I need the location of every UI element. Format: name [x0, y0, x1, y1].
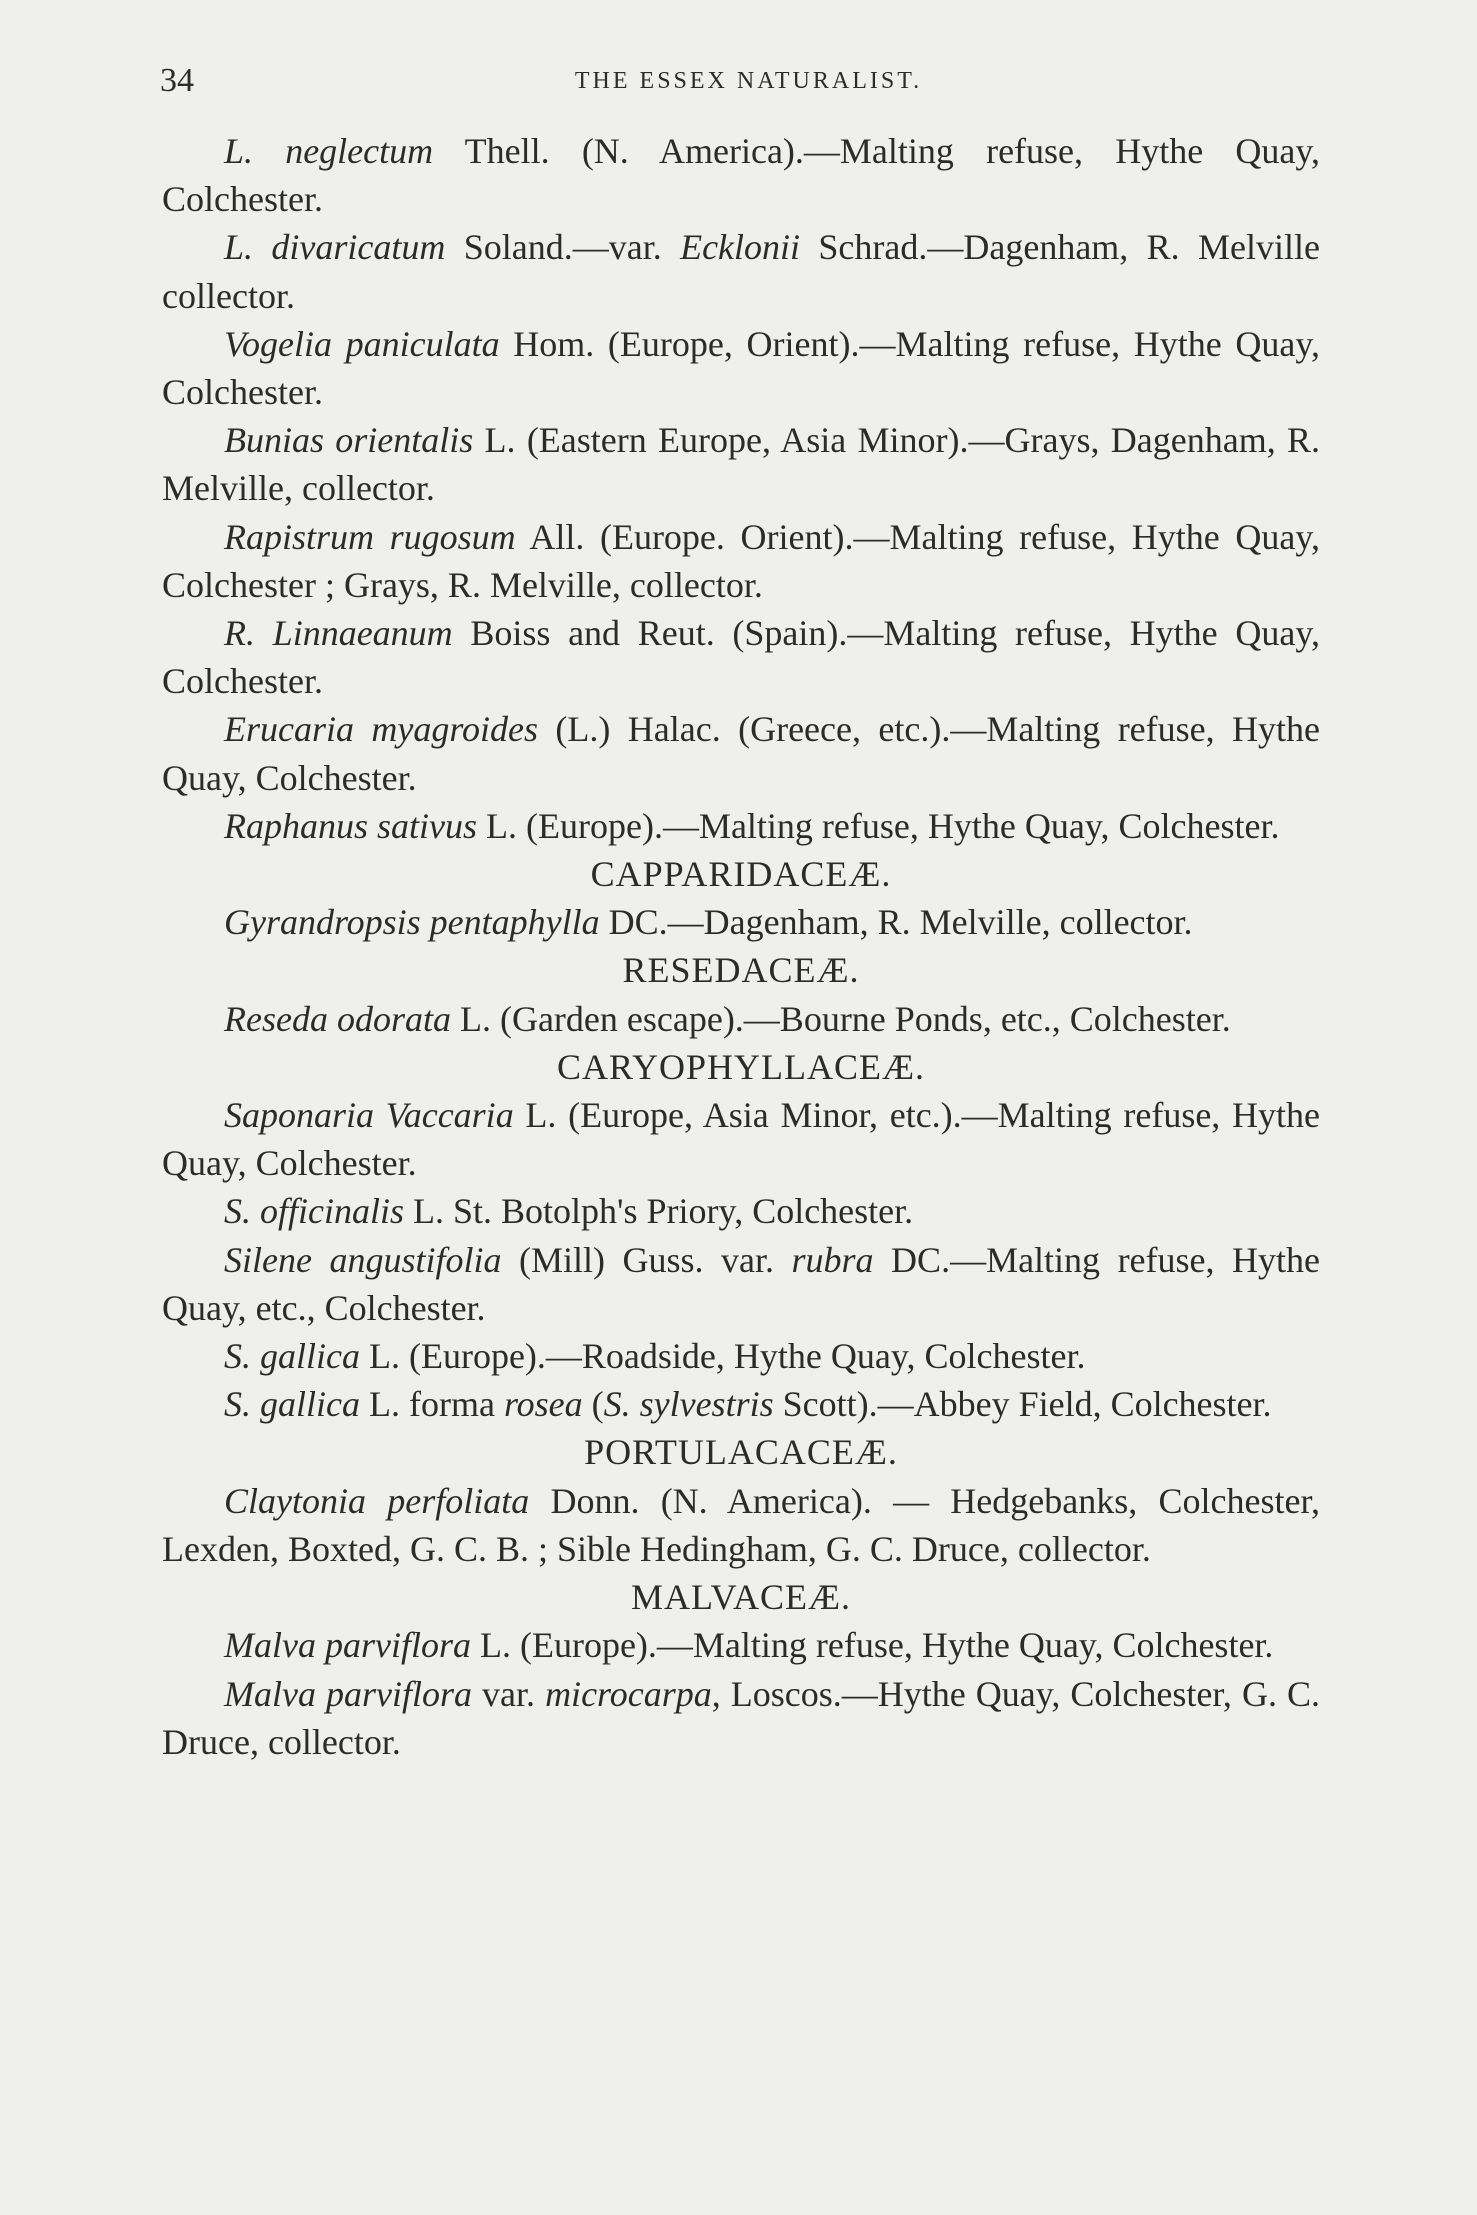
scientific-name: Bunias orientalis: [224, 420, 474, 461]
species-entry: [162, 1236, 1320, 1332]
family-heading: RESEDACEÆ.: [622, 950, 860, 991]
species-entry: [162, 609, 1320, 705]
species-entry: [162, 1621, 1320, 1669]
entry-text: Donn. (N. America). — Hedgebanks, Colchester, Lexden, Boxted, G. C. B. ; Sible Hedingham, G. C. Druce, collector.: [162, 1480, 1320, 1569]
entry-text: Scott).—Abbey Field, Colchester.: [773, 1384, 1272, 1425]
scientific-name: Malva parviflora: [224, 1673, 473, 1714]
species-entry: [162, 995, 1320, 1043]
entry-text: Hom. (Europe, Orient).—Malting refuse, Hythe Quay, Colchester.: [162, 323, 1320, 413]
species-entry: [162, 1670, 1320, 1766]
entry-text: DC.—Dagenham, R. Melville, collector.: [599, 902, 1193, 943]
entry-text: Thell. (N. America).—Malting refuse, Hythe Quay, Colchester.: [162, 131, 1320, 220]
family-heading: MALVACEÆ.: [630, 1577, 852, 1618]
scientific-name: S. sylvestris: [603, 1384, 774, 1425]
species-entry: [162, 513, 1320, 609]
entry-text: L. (Europe, Asia Minor, etc.).—Malting refuse, Hythe Quay, Colchester.: [162, 1095, 1320, 1184]
entry-text: L. (Europe).—Malting refuse, Hythe Quay, Colchester.: [477, 805, 1280, 846]
scientific-name: S. officinalis: [224, 1191, 404, 1232]
species-entry: [162, 705, 1320, 801]
entry-text: var.: [472, 1673, 546, 1714]
species-entry: [162, 1380, 1320, 1428]
scientific-name: Ecklonii: [680, 227, 801, 268]
scientific-name: R. Linnaeanum: [224, 613, 453, 654]
species-entry: [162, 898, 1320, 946]
species-entry: [162, 1091, 1320, 1187]
entry-text: DC.—Malting refuse, Hythe Quay, etc., Colchester.: [162, 1239, 1320, 1328]
family-heading: CARYOPHYLLACEÆ.: [556, 1046, 926, 1087]
entry-text: (: [582, 1384, 604, 1425]
scientific-name: Silene angustifolia: [224, 1239, 502, 1280]
entry-text: L. St. Botolph's Priory, Colchester.: [404, 1191, 914, 1232]
scientific-name: Raphanus sativus: [224, 805, 478, 846]
entry-text: (L.) Halac. (Greece, etc.).—Malting refuse, Hythe Quay, Colchester.: [162, 709, 1321, 798]
scientific-name: Erucaria myagroides: [224, 709, 539, 750]
scientific-name: Gyrandropsis pentaphylla: [224, 902, 600, 943]
species-entry: [162, 1332, 1320, 1380]
scientific-name: rubra: [791, 1239, 874, 1280]
entry-text: Schrad.—Dagenham, R. Melville collector.: [162, 227, 1321, 316]
entry-text: , Loscos.—Hythe Quay, Colchester, G. C. Druce, collector.: [162, 1673, 1320, 1762]
species-entry: [162, 802, 1320, 850]
species-entry: [162, 127, 1320, 223]
page-body: [162, 127, 1320, 1766]
species-entry: [162, 223, 1320, 319]
scientific-name: S. gallica: [224, 1336, 360, 1377]
scientific-name: S. gallica: [224, 1384, 360, 1425]
entry-text: Boiss and Reut. (Spain).—Malting refuse, Hythe Quay, Colchester.: [162, 613, 1320, 702]
scientific-name: rosea: [503, 1384, 583, 1425]
entry-text: L. (Europe).—Malting refuse, Hythe Quay, Colchester.: [470, 1625, 1274, 1666]
species-entry: [162, 1187, 1320, 1235]
entry-text: L. forma: [359, 1384, 504, 1425]
entry-text: Soland.—var.: [445, 227, 681, 268]
scientific-name: L. neglectum: [224, 131, 434, 171]
page-number: 34: [160, 62, 194, 99]
entry-text: L. (Garden escape).—Bourne Ponds, etc., Colchester.: [450, 998, 1231, 1039]
running-title: THE ESSEX NATURALIST.: [574, 68, 923, 94]
scientific-name: Saponaria Vaccaria: [224, 1095, 514, 1136]
scientific-name: Reseda odorata: [224, 998, 451, 1039]
entry-text: L. (Eastern Europe, Asia Minor).—Grays, Dagenham, R. Melville, collector.: [162, 420, 1320, 509]
scientific-name: Rapistrum rugosum: [224, 516, 516, 557]
scientific-name: Malva parviflora: [224, 1625, 471, 1666]
scientific-name: Vogelia paniculata: [224, 323, 500, 364]
entry-text: (Mill) Guss. var.: [501, 1239, 792, 1280]
family-heading: CAPPARIDACEÆ.: [590, 854, 892, 895]
scientific-name: Claytonia perfoliata: [224, 1480, 530, 1521]
family-heading: PORTULACACEÆ.: [584, 1432, 898, 1473]
page-header: [160, 62, 1337, 112]
scientific-name: microcarpa: [545, 1673, 712, 1714]
scientific-name: L. divaricatum: [224, 227, 446, 268]
species-entry: [162, 320, 1320, 416]
entry-text: All. (Europe. Orient).—Malting refuse, Hythe Quay, Colchester ; Grays, R. Melville, collector.: [162, 516, 1320, 605]
entry-text: L. (Europe).—Roadside, Hythe Quay, Colchester.: [359, 1336, 1086, 1377]
species-entry: [162, 1477, 1320, 1573]
species-entry: [162, 416, 1320, 512]
